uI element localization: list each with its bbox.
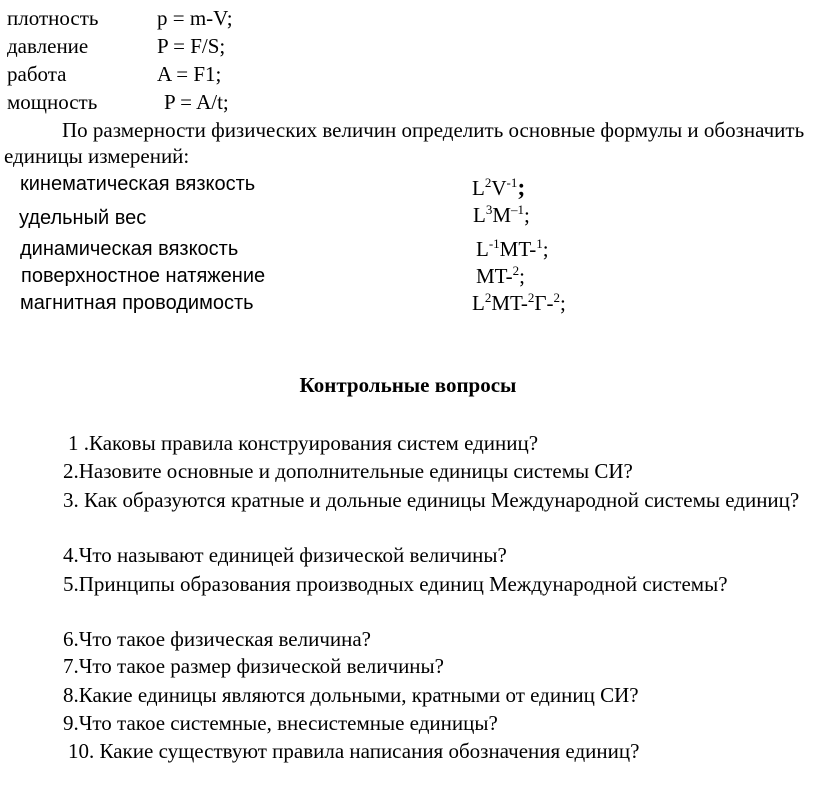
- quantity-name: поверхностное натяжение: [21, 265, 266, 287]
- dimension-formula: MT-$^2$;: [476, 263, 525, 288]
- dimension-formula: $L^2MT-^2Г-^2$;: [472, 290, 566, 315]
- dimension-formula: $L^{-1}MT-^1$;: [476, 236, 549, 261]
- question-item: 8.Какие единицы являются дольными, кратными от единиц СИ?: [63, 683, 639, 707]
- question-item: 3. Как образуются кратные и дольные единицы Международной системы единиц?: [63, 488, 800, 512]
- question-item: 9.Что такое системные, внесистемные единицы?: [63, 711, 498, 735]
- quantity-name: магнитная проводимость: [20, 292, 254, 314]
- question-item: 5.Принципы образования производных единиц Международной системы?: [63, 572, 728, 596]
- instruction-paragraph: По размерности физических величин определить основные формулы и обозначить единицы измерений:: [4, 118, 805, 168]
- quantity-name: удельный вес: [19, 207, 147, 229]
- quantity-name: кинематическая вязкость: [20, 173, 256, 195]
- section-heading: Контрольные вопросы: [299, 373, 517, 397]
- formula-expression: p = m-V;: [157, 6, 233, 30]
- dimension-formula: $L^3M^{-1}$;: [473, 202, 530, 227]
- formula-name: давление: [7, 34, 89, 58]
- question-item: 7.Что такое размер физической величины?: [63, 654, 444, 678]
- formula-name: работа: [7, 62, 67, 86]
- question-item: 4.Что называют единицей физической величины?: [63, 543, 507, 567]
- formula-name: плотность: [7, 6, 99, 30]
- question-item: 1 .Каковы правила конструирования систем единиц?: [68, 431, 539, 455]
- dimension-formula: $L^2V^{-1}$;: [472, 175, 526, 201]
- question-item: 10. Какие существуют правила написания обозначения единиц?: [68, 739, 640, 763]
- question-item: 2.Назовите основные и дополнительные единицы системы СИ?: [63, 459, 633, 483]
- formula-expression: A = F1;: [157, 62, 222, 86]
- quantity-name: динамическая вязкость: [20, 238, 239, 260]
- formula-expression: P = A/t;: [164, 90, 229, 114]
- question-item: 6.Что такое физическая величина?: [63, 627, 371, 651]
- formula-name: мощность: [7, 90, 98, 114]
- formula-expression: P = F/S;: [157, 34, 226, 58]
